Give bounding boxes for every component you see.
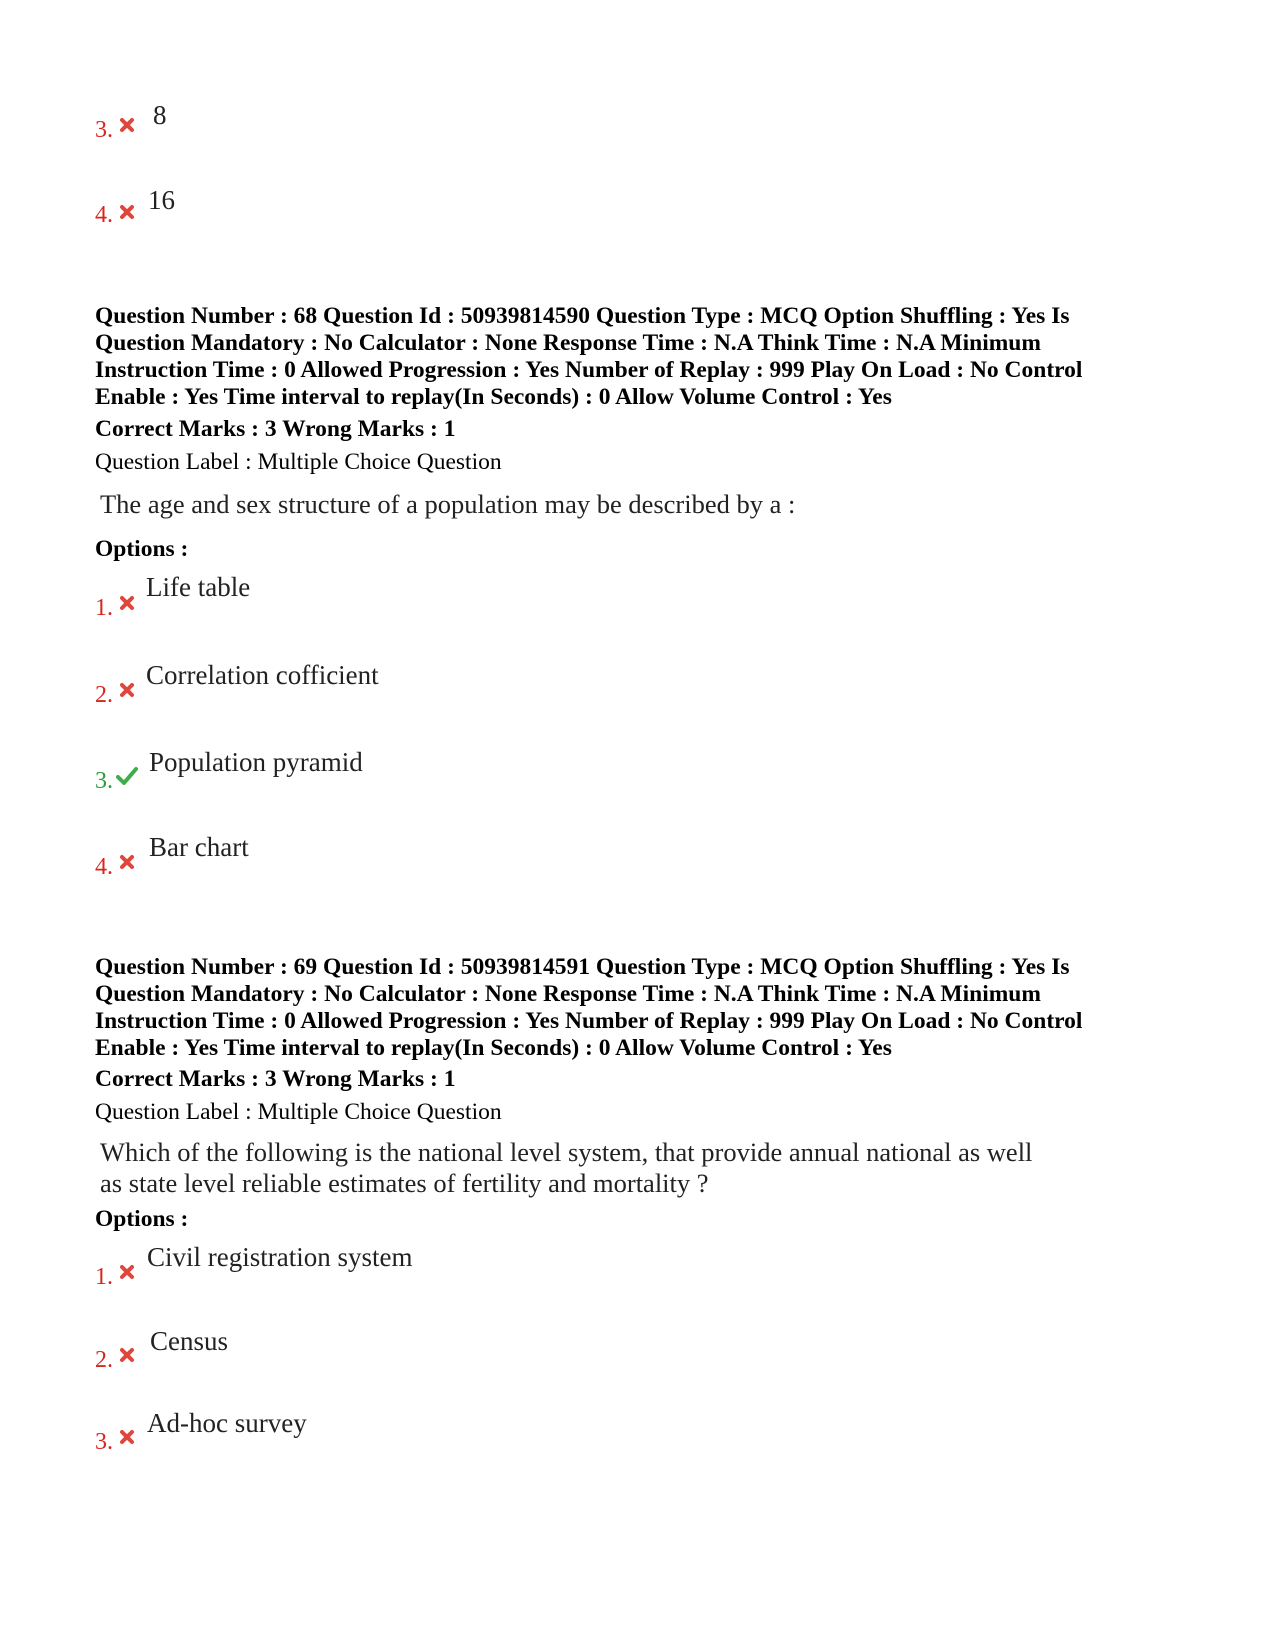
option-item bbox=[0, 1406, 900, 1466]
question-marks: Correct Marks : 3 Wrong Marks : 1 bbox=[95, 1066, 456, 1092]
question-meta-line: Question Mandatory : No Calculator : None Response Time : N.A Think Time : N.A Minimum bbox=[95, 330, 1041, 356]
option-text: Census bbox=[150, 1326, 229, 1356]
cross-icon bbox=[118, 594, 136, 612]
option-item bbox=[0, 1324, 900, 1384]
cross-icon bbox=[118, 1346, 136, 1364]
option-item bbox=[0, 830, 900, 890]
option-number: 3. bbox=[95, 1429, 113, 1455]
question-meta-line: Enable : Yes Time interval to replay(In Seconds) : 0 Allow Volume Control : Yes bbox=[95, 384, 892, 410]
option-text: Correlation cofficient bbox=[146, 660, 379, 690]
option-text: 8 bbox=[153, 100, 167, 130]
option-number: 3. bbox=[95, 768, 113, 794]
option-number: 3. bbox=[95, 117, 113, 143]
question-meta-line: Instruction Time : 0 Allowed Progression : Yes Number of Replay : 999 Play On Load : No Control bbox=[95, 357, 1083, 383]
cross-icon bbox=[118, 1263, 136, 1281]
question-meta-line: Question Number : 69 Question Id : 50939814591 Question Type : MCQ Option Shuffling : Yes Is bbox=[95, 954, 1070, 980]
cross-icon bbox=[118, 681, 136, 699]
cross-icon bbox=[118, 116, 136, 134]
option-number: 2. bbox=[95, 1347, 113, 1373]
question-meta-line: Enable : Yes Time interval to replay(In Seconds) : 0 Allow Volume Control : Yes bbox=[95, 1035, 892, 1061]
option-item bbox=[0, 570, 900, 630]
option-text: Ad-hoc survey bbox=[147, 1408, 307, 1438]
question-marks: Correct Marks : 3 Wrong Marks : 1 bbox=[95, 416, 456, 442]
question-label: Question Label : Multiple Choice Question bbox=[95, 449, 502, 475]
option-text: 16 bbox=[148, 185, 175, 215]
option-text: Population pyramid bbox=[149, 747, 363, 777]
option-number: 2. bbox=[95, 682, 113, 708]
option-item bbox=[0, 185, 900, 245]
cross-icon bbox=[118, 1428, 136, 1446]
option-text: Life table bbox=[146, 572, 251, 602]
option-number: 4. bbox=[95, 854, 113, 880]
option-number: 1. bbox=[95, 595, 113, 621]
options-heading: Options : bbox=[95, 536, 189, 562]
question-label: Question Label : Multiple Choice Question bbox=[95, 1099, 502, 1125]
question-meta-line: Question Mandatory : No Calculator : None Response Time : N.A Think Time : N.A Minimum bbox=[95, 981, 1041, 1007]
cross-icon bbox=[118, 203, 136, 221]
option-text: Civil registration system bbox=[147, 1242, 413, 1272]
option-item bbox=[0, 658, 900, 718]
question-text: The age and sex structure of a population may be described by a : bbox=[100, 489, 796, 519]
option-text: Bar chart bbox=[149, 832, 249, 862]
option-number: 4. bbox=[95, 202, 113, 228]
option-item bbox=[0, 745, 900, 805]
option-item bbox=[0, 1240, 900, 1300]
question-meta-line: Instruction Time : 0 Allowed Progression : Yes Number of Replay : 999 Play On Load : No Control bbox=[95, 1008, 1083, 1034]
options-heading: Options : bbox=[95, 1206, 189, 1232]
question-text: Which of the following is the national level system, that provide annual national as well bbox=[100, 1137, 1033, 1167]
cross-icon bbox=[118, 853, 136, 871]
option-item bbox=[0, 100, 900, 160]
question-text: as state level reliable estimates of fertility and mortality ? bbox=[100, 1168, 709, 1198]
question-meta-line: Question Number : 68 Question Id : 50939814590 Question Type : MCQ Option Shuffling : Yes Is bbox=[95, 303, 1070, 329]
checkmark-icon bbox=[115, 765, 139, 787]
option-number: 1. bbox=[95, 1264, 113, 1290]
